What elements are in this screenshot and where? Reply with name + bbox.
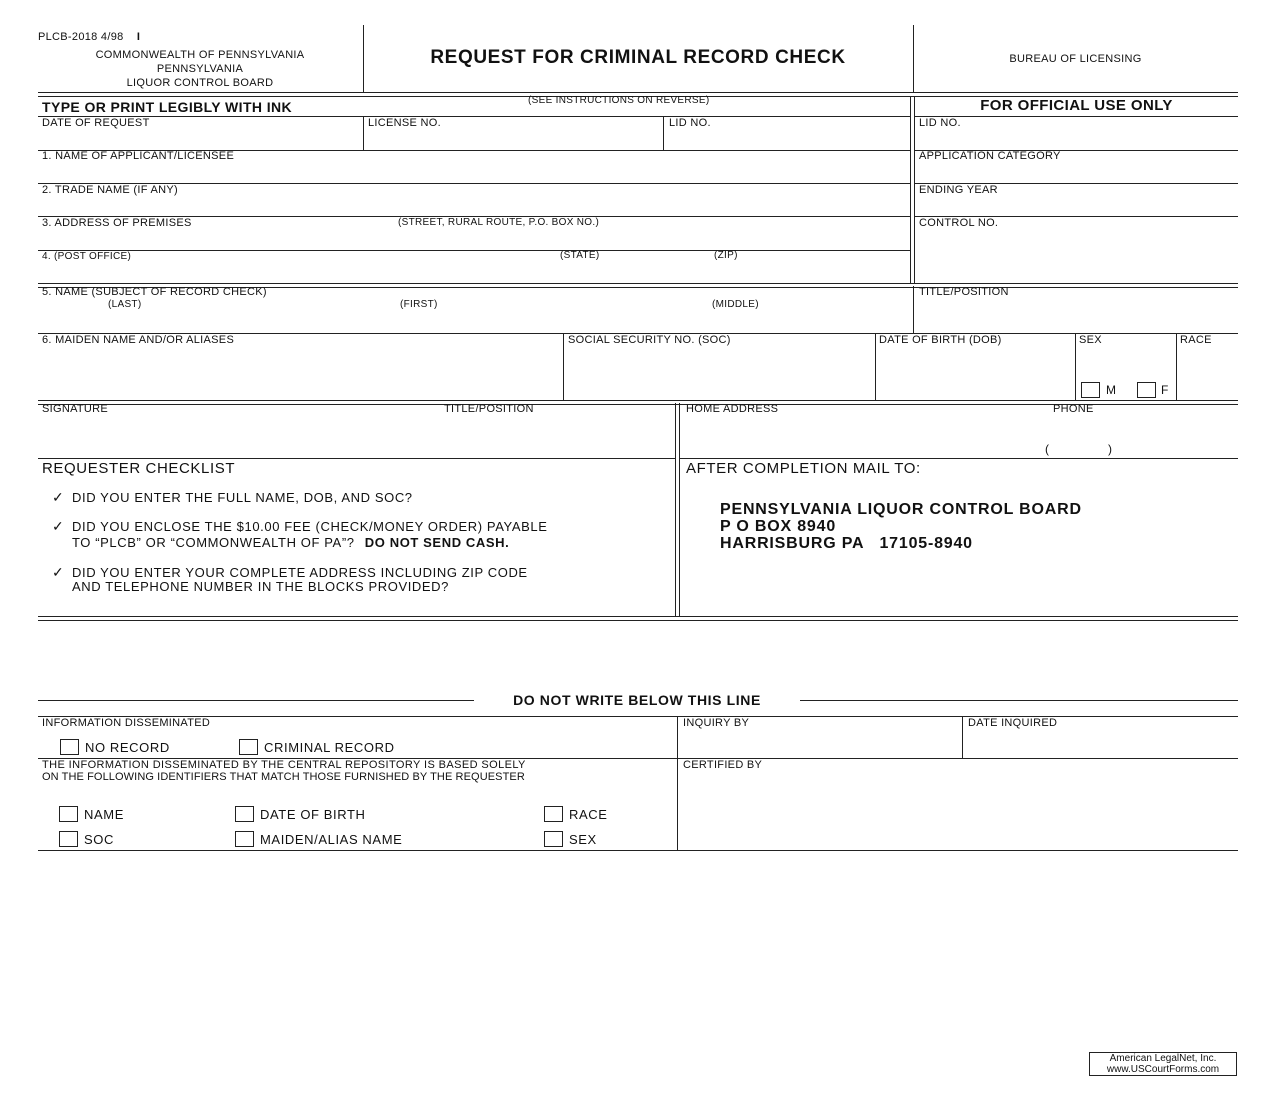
form-id-text: PLCB-2018 4/98	[38, 31, 124, 43]
checklist-item-2-line-1: DID YOU ENCLOSE THE $10.00 FEE (CHECK/MONEY ORDER) PAYABLE	[72, 519, 548, 534]
checklist-heading: REQUESTER CHECKLIST	[42, 460, 236, 477]
dob-input[interactable]	[879, 360, 1069, 378]
ending-year-label: ENDING YEAR	[919, 184, 998, 196]
sex-label: SEX	[1079, 334, 1102, 346]
post-office-label	[42, 251, 131, 262]
check-icon: ✓	[52, 564, 64, 580]
col-line	[677, 716, 678, 850]
no-record-label: NO RECORD	[85, 740, 170, 755]
identifier-dob-checkbox[interactable]	[235, 806, 254, 822]
home-address-input[interactable]	[686, 425, 1036, 449]
check-icon: ✓	[52, 489, 64, 505]
official-divider	[910, 96, 915, 283]
sex-m-label: M	[1106, 383, 1117, 397]
address-premises-label: 3. ADDRESS OF PREMISES	[42, 217, 192, 229]
row-line	[38, 116, 910, 117]
identifier-name-label: NAME	[84, 807, 124, 822]
address-premises-input[interactable]	[42, 232, 902, 248]
type-print-instruction: TYPE OR PRINT LEGIBLY WITH INK	[42, 99, 293, 115]
date-of-request-input[interactable]	[42, 132, 357, 148]
race-label: RACE	[1180, 334, 1212, 346]
criminal-record-checkbox[interactable]	[239, 739, 258, 755]
official-lid-label: LID NO.	[919, 117, 961, 129]
footer-line-1: American LegalNet, Inc.	[1109, 1053, 1217, 1064]
see-instructions-note: (SEE INSTRUCTIONS ON REVERSE)	[528, 95, 710, 106]
license-no-input[interactable]	[368, 132, 658, 148]
control-no-label: CONTROL NO.	[919, 217, 999, 229]
phone-paren-open: (	[1045, 442, 1050, 456]
col-line	[563, 333, 564, 400]
identifier-maiden-checkbox[interactable]	[235, 831, 254, 847]
agency-line-3: LIQUOR CONTROL BOARD	[126, 77, 274, 89]
race-input[interactable]	[1180, 360, 1234, 378]
row-line	[680, 458, 1238, 459]
checklist-item-2-line-2	[72, 535, 509, 550]
application-category-label: APPLICATION CATEGORY	[919, 150, 1061, 162]
dob-label: DATE OF BIRTH (DOB)	[879, 334, 1002, 346]
sex-m-checkbox[interactable]	[1081, 382, 1100, 398]
section-end-rule	[38, 616, 1238, 621]
ssn-label: SOCIAL SECURITY NO. (SOC)	[568, 334, 731, 346]
trade-name-input[interactable]	[42, 198, 902, 214]
ssn-input[interactable]	[568, 360, 868, 378]
form-mark: I	[136, 31, 141, 43]
basis-line-2: ON THE FOLLOWING IDENTIFIERS THAT MATCH THOSE FURNISHED BY THE REQUESTER	[42, 771, 525, 783]
criminal-record-label: CRIMINAL RECORD	[264, 740, 395, 755]
title-position-label: TITLE/POSITION	[444, 403, 534, 415]
mail-line-3: HARRISBURG PA 17105-8940	[720, 535, 973, 552]
identifier-race-label: RACE	[569, 807, 608, 822]
phone-label: PHONE	[1053, 403, 1094, 415]
do-not-send-cash: DO NOT SEND CASH.	[364, 535, 510, 550]
footer-stamp	[1089, 1052, 1237, 1076]
divider-line-right	[800, 700, 1238, 701]
do-not-write-divider: DO NOT WRITE BELOW THIS LINE	[513, 692, 761, 708]
mail-address	[720, 501, 1082, 552]
maiden-name-label: 6. MAIDEN NAME AND/OR ALIASES	[42, 334, 235, 346]
subject-name-input[interactable]	[42, 313, 902, 329]
date-inquired-label: DATE INQUIRED	[968, 717, 1058, 729]
date-of-request-label: DATE OF REQUEST	[42, 117, 150, 129]
maiden-name-input[interactable]	[42, 360, 557, 378]
col-line	[962, 716, 963, 758]
middle-label: (MIDDLE)	[712, 299, 759, 310]
signature-input[interactable]	[42, 425, 432, 449]
agency-line-1: COMMONWEALTH OF PENNSYLVANIA	[95, 49, 305, 61]
license-no-label: LICENSE NO.	[368, 117, 441, 129]
info-disseminated-label: INFORMATION DISSEMINATED	[42, 717, 211, 729]
divider-line-left	[38, 700, 474, 701]
agency-line-2: PENNSYLVANIA	[156, 63, 244, 75]
identifier-name-checkbox[interactable]	[59, 806, 78, 822]
check-icon: ✓	[52, 518, 64, 534]
post-office-input[interactable]	[42, 264, 902, 280]
signature-divider	[675, 403, 680, 617]
identifier-sex-checkbox[interactable]	[544, 831, 563, 847]
identifier-soc-label: SOC	[84, 832, 114, 847]
col-line	[363, 116, 364, 150]
state-label: (STATE)	[560, 250, 600, 261]
col-line	[875, 333, 876, 400]
applicant-name-input[interactable]	[42, 165, 902, 181]
mail-line-2: P O BOX 8940	[720, 518, 837, 535]
identifier-race-checkbox[interactable]	[544, 806, 563, 822]
inquiry-by-label: INQUIRY BY	[683, 717, 750, 729]
signature-label: SIGNATURE	[42, 403, 109, 415]
col-line	[913, 286, 914, 333]
no-record-checkbox[interactable]	[60, 739, 79, 755]
row-line	[38, 716, 1238, 717]
title-position-input[interactable]	[444, 425, 669, 449]
phone-area-input[interactable]	[1056, 441, 1104, 457]
sex-f-checkbox[interactable]	[1137, 382, 1156, 398]
identifier-sex-label: SEX	[569, 832, 597, 847]
checklist-item-1: DID YOU ENTER THE FULL NAME, DOB, AND SOC?	[72, 490, 413, 505]
first-label: (FIRST)	[400, 299, 438, 310]
phone-number-input[interactable]	[1120, 441, 1232, 457]
col-line	[1075, 333, 1076, 400]
mail-line-1: PENNSYLVANIA LIQUOR CONTROL BOARD	[720, 501, 1082, 518]
post-office-number: 4.	[42, 251, 51, 262]
page-title: REQUEST FOR CRIMINAL RECORD CHECK	[430, 47, 846, 68]
agency-block	[40, 48, 360, 90]
row-line	[38, 250, 910, 251]
trade-name-label: 2. TRADE NAME (IF ANY)	[42, 184, 178, 196]
home-address-label: HOME ADDRESS	[686, 403, 779, 415]
phone-paren-close: )	[1108, 442, 1113, 456]
subject-name-label: 5. NAME (SUBJECT OF RECORD CHECK)	[42, 286, 267, 298]
col-line	[1176, 333, 1177, 400]
address-hint: (STREET, RURAL ROUTE, P.O. BOX NO.)	[398, 217, 600, 228]
lid-no-input[interactable]	[669, 132, 905, 148]
checklist-item-3-line-2: AND TELEPHONE NUMBER IN THE BLOCKS PROVIDED?	[72, 579, 449, 594]
row-line	[915, 116, 1238, 117]
row-line	[38, 850, 1238, 851]
footer-line-2: www.USCourtForms.com	[1106, 1064, 1220, 1075]
certified-by-label: CERTIFIED BY	[683, 759, 763, 771]
last-label: (LAST)	[108, 299, 142, 310]
checklist-item-3-line-1: DID YOU ENTER YOUR COMPLETE ADDRESS INCLUDING ZIP CODE	[72, 565, 528, 580]
bureau-name: BUREAU OF LICENSING	[1009, 53, 1142, 65]
zip-label: (ZIP)	[714, 250, 738, 261]
identifier-soc-checkbox[interactable]	[59, 831, 78, 847]
lid-no-label: LID NO.	[669, 117, 711, 129]
mail-heading: AFTER COMPLETION MAIL TO:	[686, 460, 921, 477]
checklist-item-2-text: TO “PLCB” OR “COMMONWEALTH OF PA”?	[72, 535, 355, 550]
identifier-maiden-label: MAIDEN/ALIAS NAME	[260, 832, 403, 847]
form-id	[38, 31, 140, 43]
post-office-text: (POST OFFICE)	[54, 251, 132, 262]
sex-f-label: F	[1161, 383, 1169, 397]
row-line	[38, 458, 675, 459]
applicant-name-label: 1. NAME OF APPLICANT/LICENSEE	[42, 150, 235, 162]
basis-line-1: THE INFORMATION DISSEMINATED BY THE CENTRAL REPOSITORY IS BASED SOLELY	[42, 759, 526, 771]
official-title-label: TITLE/POSITION	[919, 286, 1009, 298]
official-use-heading: FOR OFFICIAL USE ONLY	[980, 97, 1173, 114]
col-line	[663, 116, 664, 150]
identifier-dob-label: DATE OF BIRTH	[260, 807, 366, 822]
